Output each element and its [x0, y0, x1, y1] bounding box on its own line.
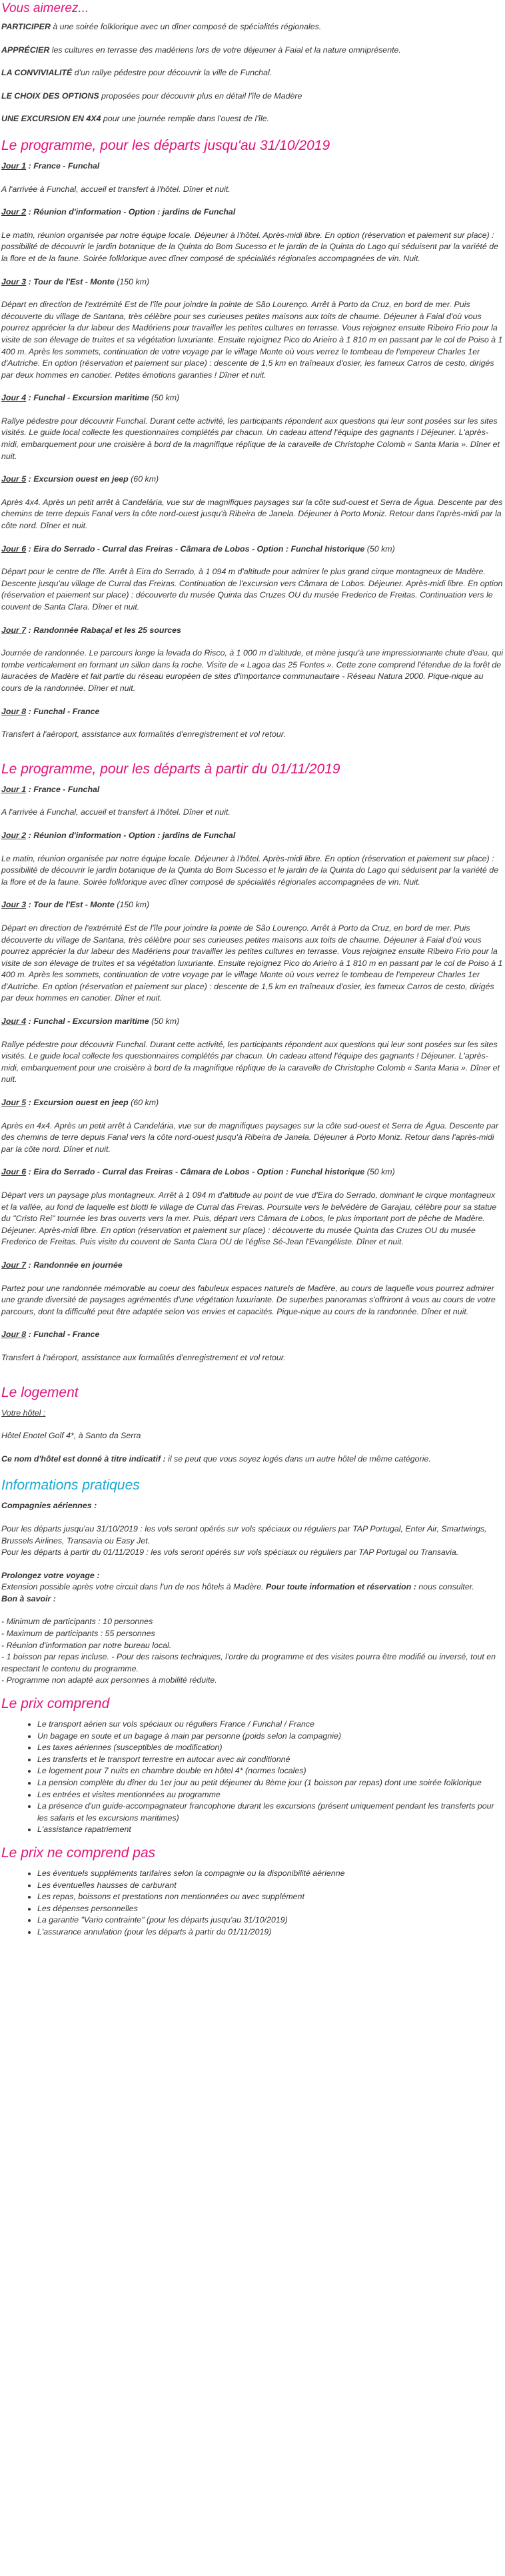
day-distance: (60 km)	[128, 1098, 159, 1108]
day-distance: (60 km)	[128, 474, 159, 484]
day-name: : Tour de l'Est - Monte	[26, 900, 115, 910]
day-name: : Funchal - Excursion maritime	[26, 393, 149, 403]
comprend-list	[1, 1719, 504, 1836]
day-name: : Randonnée Rabaçal et les 25 sources	[26, 625, 181, 635]
list-item: • Les entrées et visites mentionnées au programme	[37, 1789, 504, 1801]
prolong-text-main: Extension possible après votre circuit dans l'un de nos hôtels à Madère.	[1, 1582, 266, 1592]
day-label: Jour 7	[1, 1260, 27, 1270]
logement-title: Le logement	[1, 1384, 79, 1400]
list-item: • L'assurance annulation (pour les départs à partir du 01/11/2019)	[37, 1927, 504, 1938]
day-label: Jour 2	[1, 830, 27, 840]
programme2-days	[1, 784, 504, 1376]
day-name: : Funchal - France	[26, 706, 100, 716]
love-item	[1, 113, 504, 125]
day-text: Partez pour une randonnée mémorable au coeur des fabuleux espaces naturels de Madère, au cours de laquelle vous pourrez admirer une grande diversité de paysages agrémentés d'une végétation luxuriante. De superbes panoramas s'offriront à vous au cours de votre parcours, dont la difficulté peut être adaptée selon vos envies et capacités. Pique-nique au cours de la randonnée. Dîner et nuit.	[1, 1283, 496, 1316]
prolong-text	[1, 1581, 504, 1593]
day-text: Transfert à l'aéroport, assistance aux formalités d'enregistrement et vol retour.	[1, 1352, 286, 1362]
day-distance: (150 km)	[114, 900, 150, 910]
love-item-text: à une soirée folklorique avec un dîner composé de spécialités régionales.	[50, 22, 322, 31]
day-text: Après 4x4. Après un petit arrêt à Candelária, vue sur de magnifiques paysages sur la côte sud-ouest et Serra de Água. Descente par des chemins de terre depuis Fanal vers la côte nord-ouest jusqu'à Ribeira de Janela. Déjeuner à Porto Moniz. Retour dans l'après-midi par la côte nord. Dîner et nuit.	[1, 497, 503, 531]
day-label: Jour 8	[1, 706, 27, 716]
prolong-text-bold: Pour toute information et réservation :	[266, 1582, 416, 1592]
know-label: Bon à savoir :	[1, 1593, 56, 1603]
day-distance: (150 km)	[114, 276, 150, 286]
day-name: : France - Funchal	[26, 161, 100, 171]
logement-label: Votre hôtel :	[1, 1408, 46, 1418]
logement-note-text: il se peut que vous soyez logés dans un autre hôtel de même catégorie.	[165, 1454, 431, 1464]
day-text: Le matin, réunion organisée par notre équipe locale. Déjeuner à l'hôtel. Après-midi libre. En option (réservation et paiement sur place) : possibilité de découvrir le jardin botanique de la Quinta do Bom Sucesso et le jardin de la Quinta do Lago qui séduisent par la variété de la flore et de la faune. Soirée folklorique avec dîner composé de spécialités régionales accompagnées de vin. Nuit.	[1, 853, 498, 887]
prolong-label: Prolongez votre voyage :	[1, 1570, 100, 1580]
logement-note	[1, 1454, 504, 1466]
day-text: Transfert à l'aéroport, assistance aux formalités d'enregistrement et vol retour.	[1, 729, 286, 739]
list-item: • Un bagage en soute et un bagage à main par personne (poids selon la compagnie)	[37, 1731, 504, 1743]
day-title	[1, 276, 504, 288]
love-item-keyword: LA CONVIVIALITÉ	[1, 68, 73, 78]
love-item-keyword: APPRÉCIER	[1, 45, 50, 55]
day-name: : Excursion ouest en jeep	[26, 1098, 129, 1108]
day-name: : Eira do Serrado - Curral das Freiras - Câmara de Lobos - Option : Funchal historique	[26, 544, 365, 554]
love-item	[1, 45, 504, 57]
list-item: • Les éventuelles hausses de carburant	[37, 1880, 504, 1892]
day-label: Jour 1	[1, 784, 27, 794]
love-item	[1, 91, 504, 103]
day-title	[1, 706, 504, 718]
day-name: : France - Funchal	[26, 784, 100, 794]
logement-hotel: Hôtel Enotel Golf 4*, à Santo da Serra	[1, 1431, 141, 1441]
day-name: : Funchal - France	[26, 1330, 100, 1340]
companies-label: Compagnies aériennes :	[1, 1501, 97, 1511]
day-name: : Eira do Serrado - Curral das Freiras - Câmara de Lobos - Option : Funchal historique	[26, 1167, 365, 1177]
day-title	[1, 1329, 504, 1341]
day-label: Jour 3	[1, 900, 27, 910]
know-item: - 1 boisson par repas incluse. - Pour des raisons techniques, l'ordre du programme et des visites pourra être modifié ou inversé, tout en respectant le contenu du programme.	[1, 1652, 496, 1673]
day-label: Jour 3	[1, 276, 27, 286]
day-label: Jour 5	[1, 1098, 27, 1108]
day-label: Jour 6	[1, 1167, 27, 1177]
list-item: • Le transport aérien sur vols spéciaux ou réguliers France / Funchal / France	[37, 1719, 504, 1731]
ne-comprend-title: Le prix ne comprend pas	[1, 1845, 156, 1861]
day-label: Jour 4	[1, 1017, 27, 1027]
know-item: - Maximum de participants : 55 personnes	[1, 1629, 155, 1639]
day-label: Jour 1	[1, 161, 27, 171]
list-item: • Les transferts et le transport terrestre en autocar avec air conditionné	[37, 1754, 504, 1766]
day-text: Le matin, réunion organisée par notre équipe locale. Déjeuner à l'hôtel. Après-midi libre. En option (réservation et paiement sur place) : possibilité de découvrir le jardin botanique de la Quinta do Bom Sucesso et le jardin de la Quinta do Lago qui séduisent par la variété de la flore et de la faune. Soirée folklorique avec dîner composé de spécialités régionales accompagnées de vin. Nuit.	[1, 230, 498, 263]
day-title	[1, 392, 504, 404]
day-distance: (50 km)	[149, 1017, 180, 1027]
day-title	[1, 474, 504, 486]
day-title	[1, 1097, 504, 1109]
day-label: Jour 4	[1, 393, 27, 403]
infos-title: Informations pratiques	[1, 1478, 140, 1494]
love-item-text: les cultures en terrasse des madériens lors de votre déjeuner à Faial et la nature omniprésente.	[49, 45, 401, 55]
comprend-title: Le prix comprend	[1, 1696, 110, 1712]
day-distance: (50 km)	[149, 393, 180, 403]
day-text: Départ pour le centre de l'île. Arrêt à Eira do Serrado, à 1 094 m d'altitude pour admirer le plus grand cirque montagneux de Madère. Descente jusqu'au village de Curral das Freiras. Continuation de l'excursion vers Câmara de Lobos. Déjeuner. Après-midi libre. En option (réservation et paiement sur place) : découverte du musée Quinta das Cruzes OU du musée Frederico de Freitas. Continuation vers le couvent de Santa Clara. Dîner et nuit.	[1, 567, 503, 612]
ne-comprend-list	[1, 1868, 504, 1938]
list-item: • La pension complète du dîner du 1er jour au petit déjeuner du 8ème jour (1 boisson par repas) dont une soirée folklorique	[37, 1777, 504, 1789]
day-text: Rallye pédestre pour découvrir Funchal. Durant cette activité, les participants répondent aux questions qui leur sont posées sur les sites visités. Le guide local collecte les questionnaires complétés par chacun. Un cadeau attend l'équipe des gagnants ! Déjeuner. L'après-midi, embarquement pour une croisière à bord de la magnifique réplique de la caravelle de Christophe Colomb « Santa Maria ». Dîner et nuit.	[1, 416, 500, 461]
day-label: Jour 2	[1, 207, 27, 217]
day-text: Rallye pédestre pour découvrir Funchal. Durant cette activité, les participants répondent aux questions qui leur sont posées sur les sites visités. Le guide local collecte les questionnaires complétés par chacun. Un cadeau attend l'équipe des gagnants ! Déjeuner. L'après-midi, embarquement pour une croisière à bord de la magnifique réplique de la caravelle de Christophe Colomb « Santa Maria ». Dîner et nuit.	[1, 1039, 500, 1084]
programme2-title: Le programme, pour les départs à partir du 01/11/2019	[1, 761, 340, 777]
day-text: Départ en direction de l'extrémité Est de l'île pour joindre la pointe de São Lourenço. Arrêt à Porto da Cruz, en bord de mer. Puis découverte du village de Santana, très célèbre pour ses curieuses petites maisons aux toits de chaume. Déjeuner à Faial d'où vous pourrez apprécier la dur labeur des Madériens pour travailler les petites cultures en terrasse. Vous rejoignez ensuite Ribeiro Frio pour la visite de son élevage de truites et sa végétation luxuriante. Ensuite rejoignez Pico do Arieiro à 1 810 m en passant par le col de Poiso à 1 400 m. Après les sommets, continuation de votre voyage par le village Monte où vous verrez le tombeau de l'empereur Charles 1er d'Autriche. En option (réservation et paiement sur place) : descente de 1,5 km en traîneaux d'osier, les fameux Carros de cesto, dirigés par deux hommes en canotier. Petites émotions garanties ! Dîner et nuit.	[1, 300, 503, 380]
companies-text-2: Pour les départs à partir du 01/11/2019 : les vols seront opérés sur vols spéciaux ou réguliers par TAP Portugal ou Transavia.	[1, 1547, 459, 1557]
companies-text-1: Pour les départs jusqu'au 31/10/2019 : les vols seront opérés sur vols spéciaux ou réguliers par TAP Portugal, Enter Air, Smartwings, Brussels Airlines, Transavia ou Easy Jet.	[1, 1523, 487, 1545]
day-name: : Réunion d'information - Option : jardins de Funchal	[26, 207, 236, 217]
love-item-text: d'un rallye pédestre pour découvrir la ville de Funchal.	[72, 68, 272, 78]
list-item: • Le logement pour 7 nuits en chambre double en hôtel 4* (normes locales)	[37, 1765, 504, 1777]
day-title	[1, 899, 504, 911]
love-item	[1, 21, 504, 33]
love-item-keyword: PARTICIPER	[1, 22, 51, 31]
love-item-keyword: LE CHOIX DES OPTIONS	[1, 91, 99, 101]
day-title	[1, 1260, 504, 1272]
day-name: : Tour de l'Est - Monte	[26, 276, 115, 286]
day-title	[1, 161, 504, 173]
day-text: Départ vers un paysage plus montagneux. Arrêt à 1 094 m d'altitude au point de vue d'Eira do Serrado, dominant le cirque montagneux et la vallée, au fond de laquelle est blotti le village de Curral das Freiras. Poursuite vers le belvédère de Garajau, célèbre pour sa statue du "Cristo Rei" tournée les bras ouverts vers la mer. Puis, départ vers Câmara de Lobos, le plus important port de pêche de Madère. Déjeuner. Après-midi libre. En option (réservation et paiement sur place) : découverte du musée Quinta das Cruzes OU du musée Frederico de Freitas. Puis visite du couvent de Santa Clara OU de l'église Sé-Jean l'Evangéliste. Dîner et nuit.	[1, 1190, 497, 1247]
programme1-days	[1, 161, 504, 752]
know-list	[1, 1616, 504, 1687]
day-text: Départ en direction de l'extrémité Est de l'île pour joindre la pointe de São Lourenço. Arrêt à Porto da Cruz, en bord de mer. Puis découverte du village de Santana, très célèbre pour ses curieuses petites maisons aux toits de chaume. Déjeuner à Faial d'où vous pourrez apprécier la dur labeur des Madériens pour travailler les petites cultures en terrasse. Vous rejoignez ensuite Ribeiro Frio pour la visite de son élevage de truites et sa végétation luxuriante. Ensuite rejoignez Pico do Arieiro à 1 810 m en passant par le col de Poiso à 1 400 m. Après les sommets, continuation de votre voyage par le village Monte où vous verrez le tombeau de l'empereur Charles 1er d'Autriche. En option (réservation et paiement sur place) : descente de 1,5 km en traîneaux d'osier, les fameux Carros de cesto, dirigés par deux hommes en canotier. Dîner et nuit.	[1, 923, 503, 1003]
list-item: • Les éventuels suppléments tarifaires selon la compagnie ou la disponibilité aérienne	[37, 1868, 504, 1880]
day-title	[1, 1166, 504, 1178]
day-label: Jour 8	[1, 1330, 27, 1340]
day-title	[1, 625, 504, 637]
know-item: - Réunion d'information par notre bureau local.	[1, 1640, 172, 1650]
know-item: - Minimum de participants : 10 personnes	[1, 1617, 153, 1627]
love-item	[1, 67, 504, 79]
day-title	[1, 830, 504, 842]
logement-note-bold: Ce nom d'hôtel est donné à titre indicatif :	[1, 1454, 166, 1464]
list-item: • La garantie "Vario contrainte" (pour les départs jusqu'au 31/10/2019)	[37, 1915, 504, 1927]
day-distance: (50 km)	[364, 1167, 395, 1177]
day-title	[1, 207, 504, 218]
list-item: • L'assistance rapatriement	[37, 1824, 504, 1836]
list-item: • Les repas, boissons et prestations non mentionnées ou avec supplément	[37, 1891, 504, 1903]
love-title: Vous aimerez...	[1, 1, 89, 15]
day-text: A l'arrivée à Funchal, accueil et transfert à l'hôtel. Dîner et nuit.	[1, 807, 231, 817]
day-title	[1, 784, 504, 796]
day-distance: (50 km)	[364, 544, 395, 554]
day-text: Journée de randonnée. Le parcours longe la levada do Risco, à 1 000 m d'altitude, et mène jusqu'à une impressionnante chute d'eau, qui tombe verticalement en formant un sillon dans la roche. Visite de « Lagoa das 25 Fontes ». Cette zone comprend l'étendue de la forêt de lauracées de Madère et fait partie du réseau européen de sites d'importance communautaire - Réseau Natura 2000. Pique-nique au cours de la randonnée. Dîner et nuit.	[1, 648, 504, 693]
programme1-title: Le programme, pour les départs jusqu'au 31/10/2019	[1, 137, 330, 153]
love-list	[1, 21, 504, 125]
love-item-text: pour une journée remplie dans l'ouest de l'île.	[101, 114, 270, 124]
know-item: - Programme non adapté aux personnes à mobilité réduite.	[1, 1675, 217, 1685]
love-item-text: proposées pour découvrir plus en détail l'île de Madère	[99, 91, 302, 101]
day-name: : Randonnée en journée	[26, 1260, 123, 1270]
list-item: • Les dépenses personnelles	[37, 1903, 504, 1915]
day-name: : Réunion d'information - Option : jardins de Funchal	[26, 830, 236, 840]
list-item: • La présence d'un guide-accompagnateur francophone durant les excursions (présent uniquement pendant les transferts pour les safaris et les excursions maritimes)	[37, 1801, 504, 1824]
day-text: A l'arrivée à Funchal, accueil et transfert à l'hôtel. Dîner et nuit.	[1, 184, 231, 194]
day-label: Jour 5	[1, 474, 27, 484]
day-name: : Funchal - Excursion maritime	[26, 1017, 149, 1027]
day-label: Jour 6	[1, 544, 27, 554]
day-title	[1, 1016, 504, 1028]
love-item-keyword: UNE EXCURSION EN 4X4	[1, 114, 101, 124]
day-name: : Excursion ouest en jeep	[26, 474, 129, 484]
day-label: Jour 7	[1, 625, 27, 635]
day-text: Après en 4x4. Après un petit arrêt à Candelária, vue sur de magnifiques paysages sur la côte sud-ouest et Serra de Água. Descente par des chemins de terre depuis Fanal vers la côte nord-ouest jusqu'à Ribeira de Janela. Déjeuner à Porto Moniz. Retour dans l'après-midi par la côte nord. Dîner et nuit.	[1, 1120, 499, 1154]
prolong-text-end: nous consulter.	[416, 1582, 474, 1592]
day-title	[1, 544, 504, 556]
list-item: • Les taxes aériennes (susceptibles de modification)	[37, 1742, 504, 1754]
